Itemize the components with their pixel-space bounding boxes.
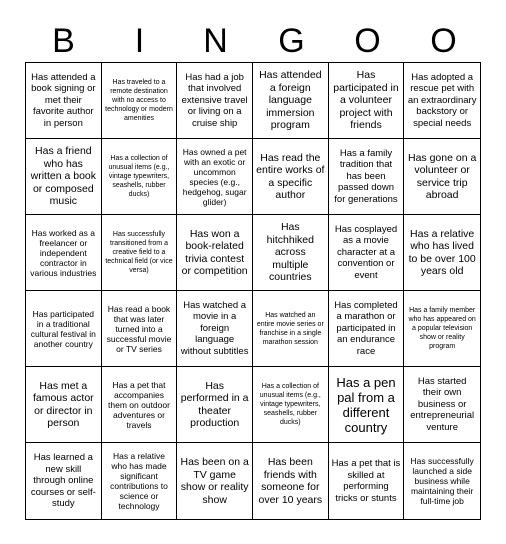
bingo-cell-text: Has a family tradition that has been passed down for generations (334, 147, 398, 205)
bingo-cell-text: Has owned a pet with an exotic or uncommon species (e.g., hedgehog, sugar glider) (182, 146, 247, 207)
bingo-cell-text: Has read the entire works of a specific author (256, 151, 325, 201)
bingo-cell-text: Has attended a book signing or met their favorite author in person (31, 71, 96, 129)
bingo-cell-text: Has watched a movie in a foreign language without subtitles (180, 299, 249, 357)
bingo-cell[interactable] (253, 443, 329, 519)
bingo-cell-text: Has performed in a theater production (180, 379, 249, 429)
bingo-cell-text: Has attended a foreign language immersion program (259, 69, 322, 132)
bingo-grid (25, 62, 481, 520)
bingo-cell[interactable] (177, 443, 253, 519)
bingo-cell[interactable] (404, 367, 480, 443)
bingo-cell[interactable] (26, 367, 102, 443)
bingo-cell-text: Has met a famous actor or director in person (32, 379, 94, 429)
bingo-cell-text: Has a pet that is skilled at performing tricks or stunts (331, 458, 401, 504)
bingo-cell-text: Has watched an entire movie series or franchise in a single marathon session (256, 311, 324, 346)
bingo-cell[interactable] (404, 291, 480, 367)
bingo-cell-text: Has a collection of unusual items (e.g., vintage typewriters, seashells, rubber ducks) (259, 383, 321, 426)
bingo-cell-text: Has a relative who has lived to be over 100 years old (408, 227, 476, 277)
bingo-cell[interactable] (329, 139, 405, 215)
bingo-cell-text: Has successfully transitioned from a creative field to a technical field (or vice versa) (105, 231, 173, 274)
bingo-cell[interactable] (404, 443, 480, 519)
bingo-cell-text: Has a collection of unusual items (e.g., vintage typewriters, seashells, rubber ducks) (108, 155, 170, 198)
bingo-cell[interactable] (102, 139, 178, 215)
bingo-cell-text: Has hitchhiked across multiple countries (266, 221, 314, 284)
bingo-cell[interactable] (253, 215, 329, 291)
bingo-cell-text: Has gone on a volunteer or service trip abroad (408, 151, 477, 201)
bingo-cell-text: Has successfully launched a side business while maintaining their full-time job (410, 456, 474, 506)
bingo-cell[interactable] (329, 291, 405, 367)
bingo-cell[interactable] (102, 215, 178, 291)
bingo-cell[interactable] (329, 63, 405, 139)
bingo-cell[interactable] (329, 215, 405, 291)
bingo-cell-text: Has started their own business or entrepreneurial venture (410, 375, 475, 433)
bingo-cell-text: Has adopted a rescue pet with an extraordinary backstory or special needs (407, 71, 477, 129)
bingo-cell[interactable] (26, 215, 102, 291)
bingo-cell[interactable] (102, 367, 178, 443)
bingo-cell[interactable] (26, 443, 102, 519)
bingo-cell[interactable] (177, 63, 253, 139)
header-letter-b: B (52, 22, 76, 60)
bingo-cell-text: Has completed a marathon or participated in an endurance race (334, 299, 398, 357)
bingo-cell[interactable] (102, 291, 178, 367)
bingo-cell-text: Has a relative who has made significant contributions to science or technology (110, 451, 168, 511)
bingo-cell-text: Has a friend who has written a book or composed music (30, 145, 97, 208)
bingo-cell-text: Has a pen pal from a different country (336, 374, 396, 435)
bingo-cell-text: Has won a book-related trivia contest or competition (181, 227, 248, 277)
bingo-cell-text: Has worked as a freelancer or independent contractor in various industries (30, 227, 97, 278)
bingo-cell-text: Has participated in a volunteer project with friends (333, 69, 399, 132)
bingo-cell-text: Has traveled to a remote destination with no access to technology or modern amenities (105, 79, 173, 122)
bingo-cell[interactable] (177, 367, 253, 443)
bingo-cell[interactable] (253, 367, 329, 443)
bingo-cell[interactable] (253, 63, 329, 139)
bingo-cell-text: Has a pet that accompanies them on outdoor adventures or travels (108, 379, 170, 430)
bingo-cell[interactable] (26, 291, 102, 367)
bingo-cell[interactable] (177, 291, 253, 367)
bingo-cell-text: Has been on a TV game show or reality show (180, 456, 249, 506)
bingo-cell[interactable] (102, 63, 178, 139)
bingo-cell-text: Has a family member who has appeared on a popular television show or reality program (408, 307, 476, 350)
bingo-cell[interactable] (404, 139, 480, 215)
bingo-cell[interactable] (253, 291, 329, 367)
header-letter-o: O (354, 22, 382, 60)
bingo-cell[interactable] (26, 139, 102, 215)
bingo-cell[interactable] (26, 63, 102, 139)
bingo-cell[interactable] (177, 139, 253, 215)
bingo-cell-text: Has had a job that involved extensive travel or living on a cruise ship (181, 71, 248, 129)
bingo-cell[interactable] (404, 63, 480, 139)
header-letter-g: G (278, 22, 306, 60)
bingo-cell[interactable] (253, 139, 329, 215)
bingo-cell[interactable] (329, 367, 405, 443)
bingo-cell[interactable] (329, 443, 405, 519)
header-letter-o-2: O (430, 22, 458, 60)
bingo-cell-text: Has participated in a traditional cultural festival in another country (30, 308, 96, 349)
bingo-cell-text: Has been friends with someone for over 10 years (258, 456, 323, 506)
header-letter-i: I (134, 22, 146, 60)
header-letter-n: N (203, 22, 229, 60)
bingo-cell[interactable] (404, 215, 480, 291)
bingo-cell[interactable] (102, 443, 178, 519)
bingo-header (26, 20, 482, 62)
bingo-cell[interactable] (177, 215, 253, 291)
bingo-cell-text: Has cosplayed as a movie character at a convention or event (334, 223, 398, 281)
bingo-cell-text: Has read a book that was later turned into a successful movie or TV series (106, 303, 172, 354)
bingo-cell-text: Has learned a new skill through online courses or self-study (30, 452, 96, 510)
